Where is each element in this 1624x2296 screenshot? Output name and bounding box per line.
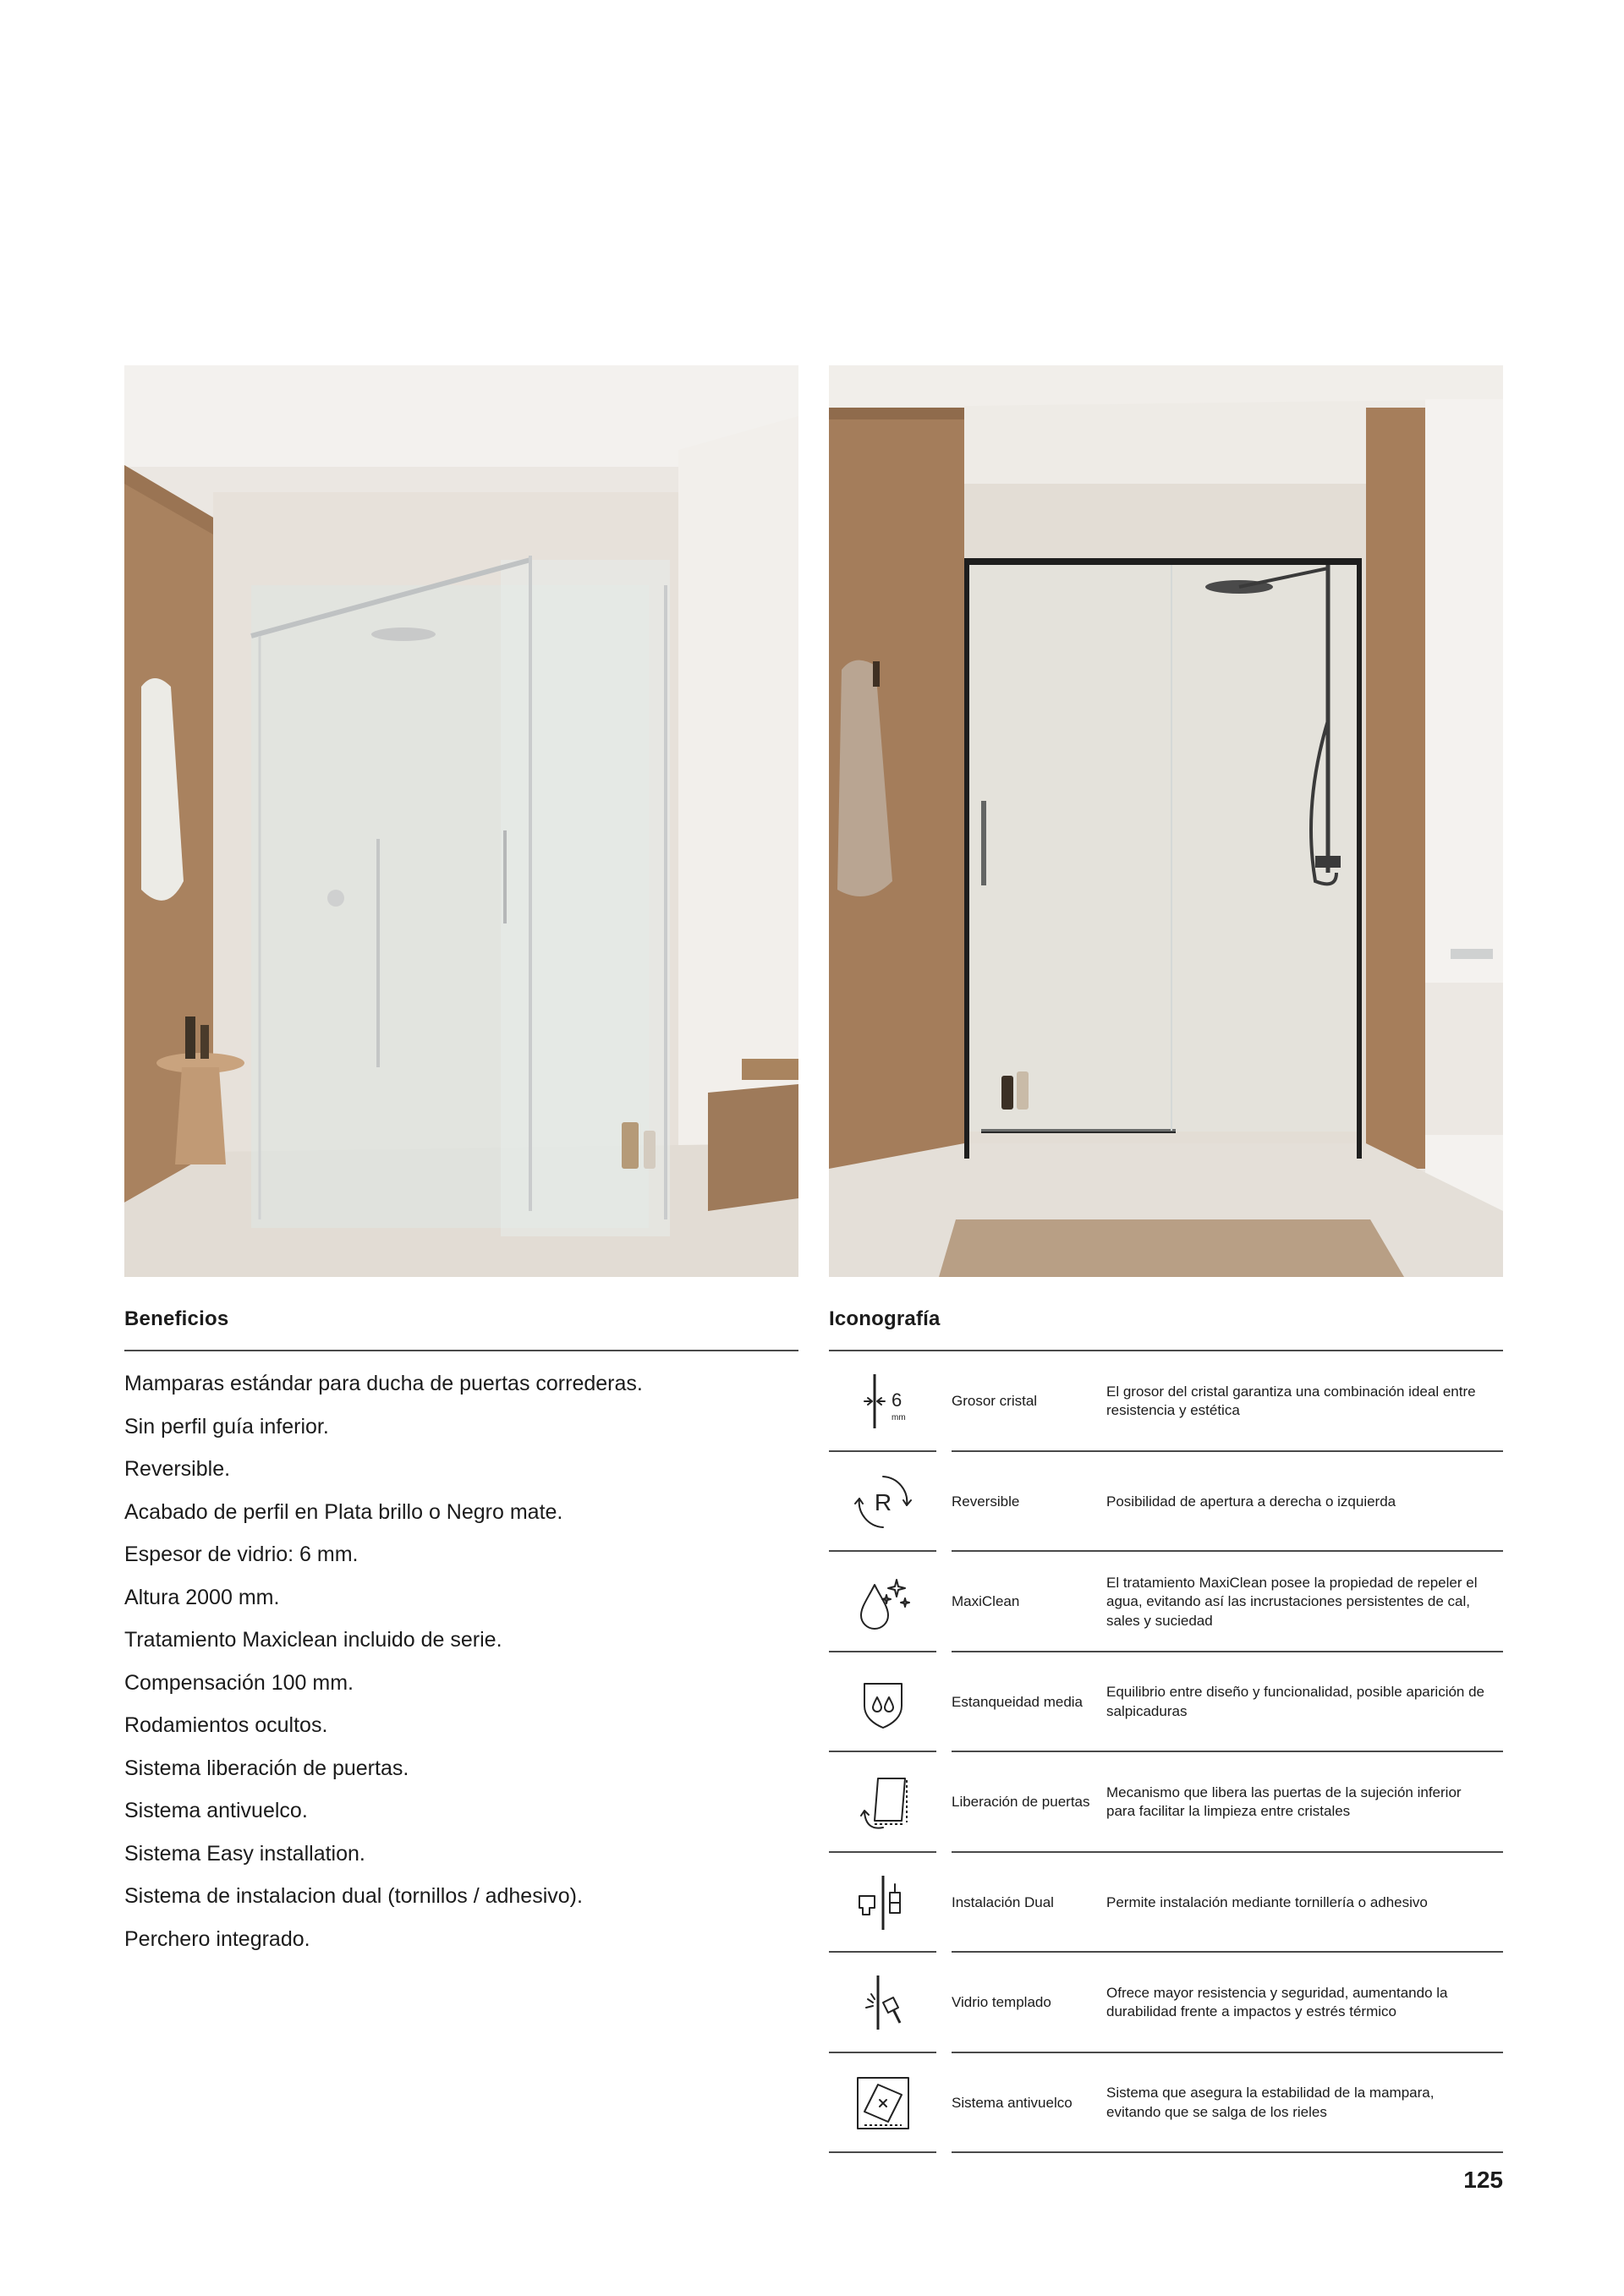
benefit-item: Rodamientos ocultos. — [124, 1713, 328, 1737]
benefit-item: Sistema antivuelco. — [124, 1799, 308, 1822]
thickness-unit: mm — [891, 1413, 906, 1423]
benefit-item: Altura 2000 mm. — [124, 1585, 280, 1609]
iconography-row — [829, 1652, 1503, 1753]
iconography-row — [829, 1452, 1503, 1553]
dual-installation-icon — [829, 1853, 936, 1954]
shower-photo-silver — [124, 365, 798, 1277]
benefit-item: Reversible. — [124, 1457, 231, 1481]
iconography-table — [829, 1351, 1503, 2153]
feature-description: Permite instalación mediante tornillería o adhesivo — [1106, 1893, 1428, 1910]
feature-name: Vidrio templado — [952, 1994, 1051, 2011]
feature-description: Ofrece mayor resistencia y seguridad, aumentando la durabilidad frente a impactos y estrés térmico — [1106, 1984, 1448, 2020]
feature-name: Grosor cristal — [952, 1393, 1038, 1410]
benefit-item: Sistema de instalacion dual (tornillos / adhesivo). — [124, 1884, 583, 1908]
benefit-item: Perchero integrado. — [124, 1926, 310, 1951]
feature-name: Instalación Dual — [952, 1893, 1054, 1910]
door-release-icon — [829, 1752, 936, 1853]
benefit-item: Tratamiento Maxiclean incluido de serie. — [124, 1628, 502, 1652]
water-tightness-shield-icon — [829, 1652, 936, 1753]
iconography-row — [829, 1552, 1503, 1652]
benefit-item: Sistema liberación de puertas. — [124, 1756, 409, 1780]
feature-name: MaxiClean — [952, 1593, 1020, 1610]
benefit-item: Espesor de vidrio: 6 mm. — [124, 1543, 359, 1566]
glass-thickness-icon — [829, 1351, 936, 1452]
tempered-glass-hammer-icon — [829, 1953, 936, 2053]
iconography-row — [829, 1752, 1503, 1853]
iconography-section — [829, 1277, 1503, 2153]
feature-description: Equilibrio entre diseño y funcionalidad, posible aparición de salpicaduras — [1106, 1684, 1485, 1719]
feature-name: Sistema antivuelco — [952, 2094, 1073, 2111]
benefit-item: Sistema Easy installation. — [124, 1841, 365, 1866]
iconography-row — [829, 1953, 1503, 2053]
feature-name: Liberación de puertas — [952, 1794, 1090, 1811]
benefits-section — [124, 1277, 798, 1961]
row-divider — [952, 2151, 1503, 2153]
thickness-value: 6 — [891, 1389, 902, 1411]
iconography-row — [829, 2053, 1503, 2154]
benefits-list — [124, 1363, 798, 1961]
benefit-item: Sin perfil guía inferior. — [124, 1414, 329, 1438]
feature-description: Sistema que asegura la estabilidad de la mampara, evitando que se salga de los rieles — [1106, 2085, 1435, 2120]
benefit-item: Compensación 100 mm. — [124, 1670, 354, 1695]
benefit-item: Acabado de perfil en Plata brillo o Negro mate. — [124, 1499, 563, 1524]
iconography-row — [829, 1351, 1503, 1452]
row-divider — [829, 2151, 936, 2153]
anti-tip-system-icon — [829, 2053, 936, 2154]
feature-description: Mecanismo que libera las puertas de la sujeción inferior para facilitar la limpieza entre cristales — [1106, 1784, 1462, 1820]
page-number: 125 — [1463, 2167, 1503, 2193]
benefits-title: Beneficios — [124, 1277, 798, 1351]
reversible-letter: R — [874, 1488, 892, 1515]
shower-photo-black — [829, 365, 1503, 1277]
iconography-row — [829, 1853, 1503, 1954]
feature-description: El tratamiento MaxiClean posee la propiedad de repeler el agua, evitando así las incrustaciones persistentes de cal, sales y suciedad — [1106, 1574, 1478, 1629]
feature-description: Posibilidad de apertura a derecha o izquierda — [1106, 1493, 1396, 1510]
feature-name: Estanqueidad media — [952, 1693, 1084, 1710]
feature-name: Reversible — [952, 1493, 1020, 1510]
reversible-icon — [829, 1452, 936, 1553]
benefit-item: Mamparas estándar para ducha de puertas correderas. — [124, 1372, 643, 1395]
iconography-title: Iconografía — [829, 1277, 1503, 1351]
maxiclean-drop-icon — [829, 1552, 936, 1652]
feature-description: El grosor del cristal garantiza una combinación ideal entre resistencia y estética — [1106, 1383, 1476, 1419]
